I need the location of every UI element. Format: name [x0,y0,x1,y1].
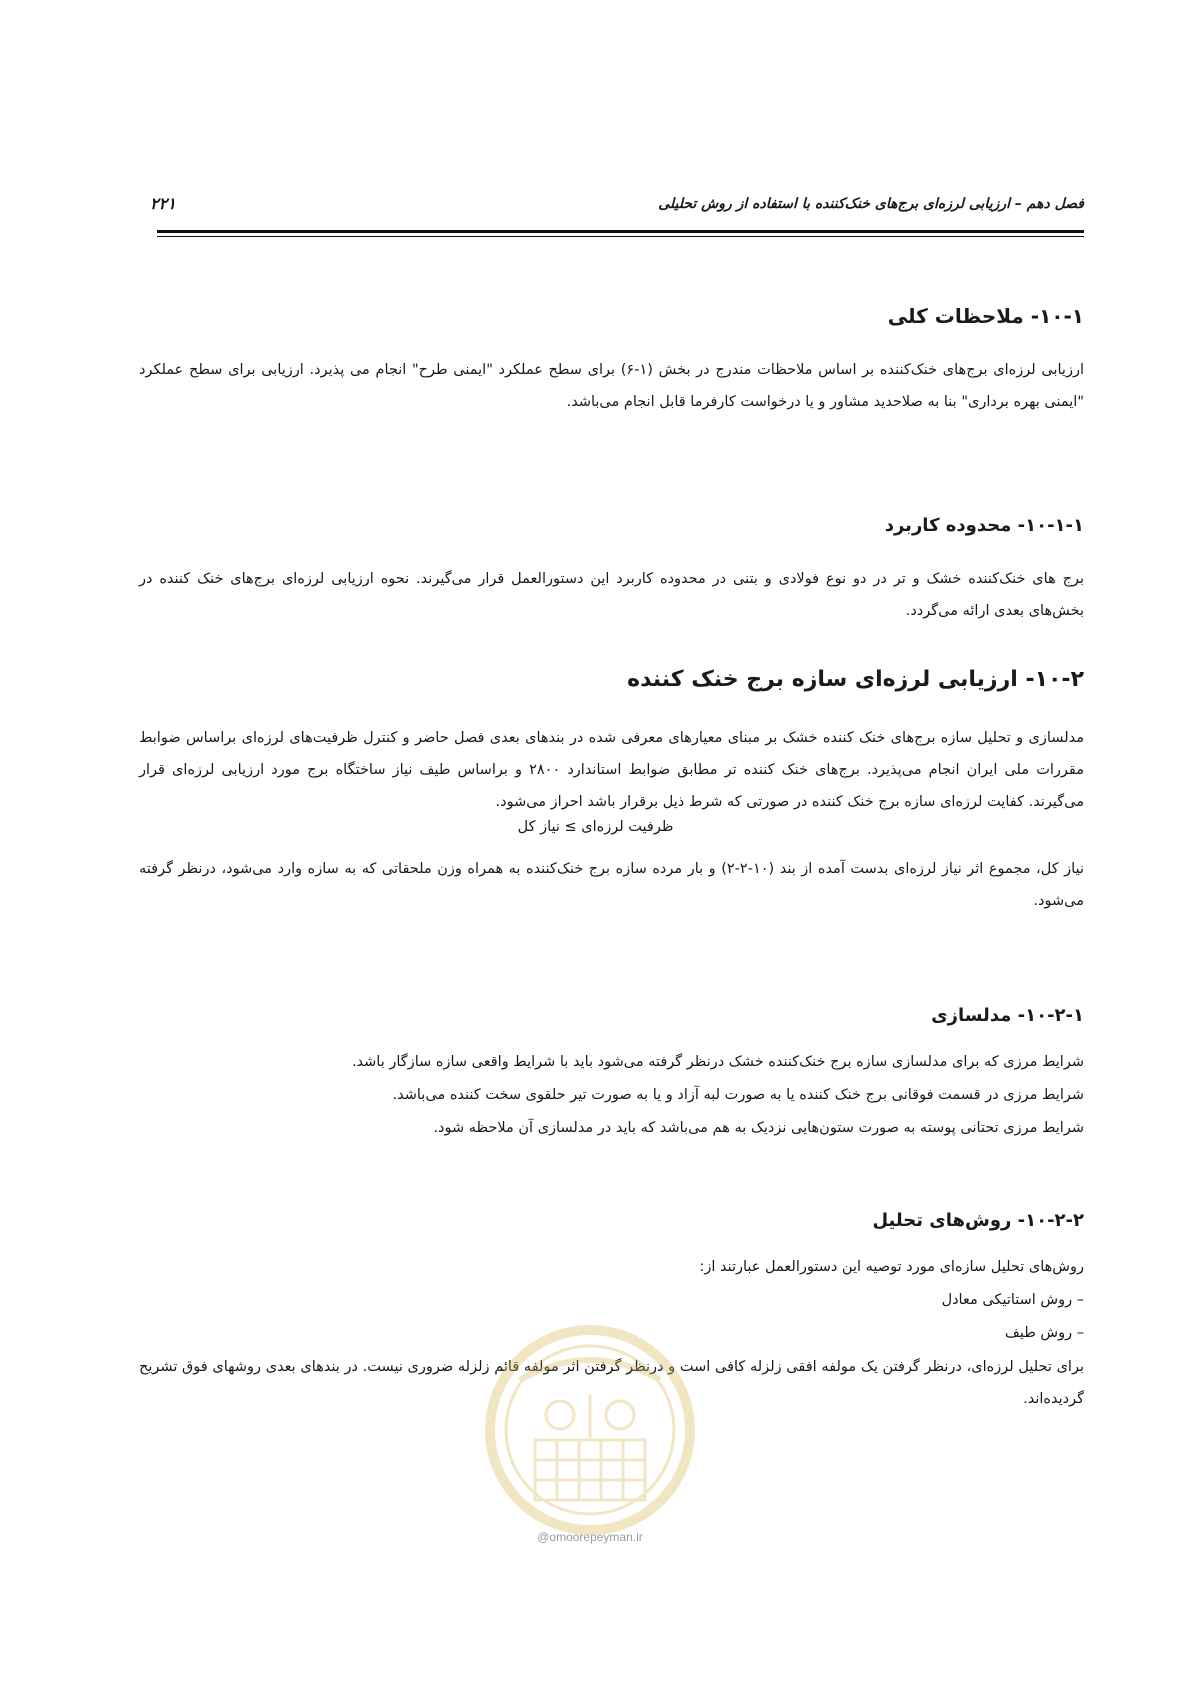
section-paragraph-10-2-a: مدلسازی و تحلیل سازه برج‌های خنک کننده خشک بر مبنای معیارهای معرفی شده در بندهای بعدی فصل حاضر و کنترل ظرفیت‌های لرزه‌ای براساس ضوابط مقررات ملی ایران انجام می‌پذیرد. برج‌های خنک کننده تر مطابق ضوابط استاندارد ۲۸۰۰ و براساس طیف نیاز ساختگاه برج مورد ارزیابی لرزه‌ای قرار می‌گیرند. کفایت لرزه‌ای سازه برج خنک کننده در صورتی که شرط ذیل برقرار باشد احراز می‌شود. [139,730,1084,810]
analysis-item-spectrum: – روش طیف [1004,1325,1084,1341]
section-heading-10-2-2: ۱۰-۲-۲- روش‌های تحلیل [872,1210,1084,1231]
section-paragraph-10-2-b: نیاز کل، مجموع اثر نیاز لرزه‌ای بدست آمده از بند (۱۰-۲-۲) و بار مرده سازه برج خنک‌کننده به همراه وزن ملحقاتی که به سازه وارد می‌شود، درنظر گرفته می‌شود. [139,861,1084,909]
section-heading-10-2: ۱۰-۲- ارزیابی لرزه‌ای سازه برج خنک کننده [627,667,1084,692]
header-rule-thin [157,236,1084,237]
formula-capacity-demand: ظرفیت لرزه‌ای ≥ نیاز کل [517,819,674,835]
section-paragraph-10-1-1: برج های خنک‌کننده خشک و تر در دو نوع فولادی و بتنی در محدوده کاربرد این دستورالعمل قرار می‌گیرند. نحوه ارزیابی لرزه‌ای برج‌های خنک کننده در بخش‌های بعدی ارائه می‌گردد. [139,571,1084,619]
analysis-item-static: – روش استاتیکی معادل [941,1292,1084,1308]
running-header-title: فصل دهم – ارزیابی لرزه‌ای برج‌های خنک‌کننده با استفاده از روش تحلیلی [658,196,1084,212]
watermark-text: @omoorepeyman.ir [537,1530,643,1544]
page-number: ۲۲۱ [150,194,176,213]
section-heading-10-1: ۱۰-۱- ملاحظات کلی [887,304,1084,328]
header-rule-thick [157,230,1084,233]
modeling-line-2: شرایط مرزی در قسمت فوقانی برج خنک کننده یا به صورت لبه آزاد و یا به صورت تیر حلقوی سخت کننده می‌باشد. [392,1087,1084,1103]
section-heading-10-1-1: ۱۰-۱-۱- محدوده کاربرد [884,515,1084,536]
analysis-intro: روش‌های تحلیل سازه‌ای مورد توصیه این دستورالعمل عبارتند از: [699,1259,1084,1275]
modeling-line-3: شرایط مرزی تحتانی پوسته به صورت ستون‌هایی نزدیک به هم می‌باشد که باید در مدلسازی آن ملاحظه شود. [433,1120,1084,1136]
analysis-paragraph: برای تحلیل لرزه‌ای، درنظر گرفتن یک مولفه افقی زلزله کافی است و درنظر گرفتن اثر مولفه قائم زلزله ضروری نیست. در بندهای بعدی روشهای فوق تشریح گردیده‌اند. [139,1359,1084,1407]
modeling-line-1: شرایط مرزی که برای مدلسازی سازه برج خنک‌کننده خشک درنظر گرفته می‌شود باید با شرایط واقعی سازه سازگار باشد. [351,1054,1084,1070]
section-heading-10-2-1: ۱۰-۲-۱- مدلسازی [931,1005,1084,1026]
section-paragraph-10-1: ارزیابی لرزه‌ای برج‌های خنک‌کننده بر اساس ملاحظات مندرج در بخش (۱-۶) برای سطح عملکرد "ایمنی طرح" انجام می پذیرد. ارزیابی برای سطح عملکرد "ایمنی بهره برداری" بنا به صلاحدید مشاور و یا درخواست کارفرما قابل انجام می‌باشد. [139,362,1084,410]
